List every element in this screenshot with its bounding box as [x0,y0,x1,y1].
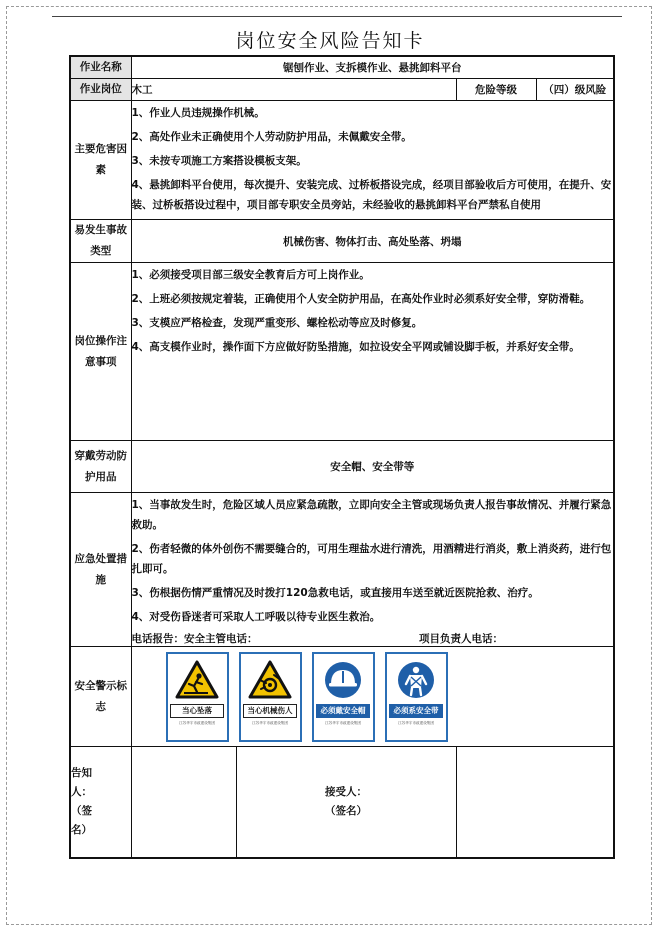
receiver-signature-label [236,747,456,858]
warning-signs-label: 安全警示标志 [70,647,131,747]
row-job-post [70,79,614,101]
sign-caution-machine-text: 当心机械伤人 [243,704,297,718]
sign-must-wear-harness [385,652,448,742]
job-post-label: 作业岗位 [70,79,131,101]
note-item-3: 3、支模应严格检查，发现严重变形、螺栓松动等应及时修复。 [131,317,423,329]
sign-must-wear-harness-text: 必须系安全带 [389,704,443,718]
hazards-label: 主要危害因素 [70,101,131,220]
sign-must-wear-helmet-text: 必须戴安全帽 [316,704,370,718]
hazard-item-3: 3、未按专项施工方案搭设模板支架。 [131,155,307,167]
notifier-line-1: 告知 [71,766,92,779]
ppe-label: 穿戴劳动防护用品 [70,441,131,493]
row-warning-signs [70,647,614,747]
receiver-line-2: （签名） [325,804,367,817]
note-item-4: 4、高支模作业时，操作面下方应做好防坠措施，如拉设安全平网或铺设脚手板，并系好安全带。 [131,341,580,353]
emergency-item-1: 1、当事故发生时，危险区域人员应紧急疏散，立即向安全主管或现场负责人报告事故情况、并履行紧急救助。 [131,499,612,531]
job-name-value: 锯刨作业、支拆模作业、悬挑卸料平台 [131,56,614,79]
job-name-label: 作业名称 [70,56,131,79]
emergency-item-4: 4、对受伤昏迷者可采取人工呼吸以待专业医生救治。 [131,611,381,623]
sign-caution-falling-text: 当心坠落 [170,704,224,718]
row-ppe [70,441,614,493]
sign-caution-falling-note: 江苏华宇市政建设集团 [179,719,215,725]
accident-value: 机械伤害、物体打击、高处坠落、坍塌 [131,220,614,263]
notifier-line-2: 人： [71,785,92,798]
falling-warning-icon [175,660,219,700]
hazard-item-4: 4、悬挑卸料平台使用，每次提升、安装完成、过桥板搭设完成，经项目部验收后方可使用，在提升、安装、过桥板搭设过程中，项目部专职安全员旁站，未经验收的悬挑卸料平台严禁私自使用 [131,179,612,211]
emergency-item-2: 2、伤者轻微的体外创伤不需要缝合的，可用生理盐水进行清洗，用酒精进行消炎，敷上消炎药，进行包扎即可。 [131,543,612,575]
sign-caution-falling [166,652,229,742]
accident-label: 易发生事故类型 [70,220,131,263]
hazards-content [131,101,614,220]
hazard-item-1: 1、作业人员违规操作机械。 [131,107,265,119]
emergency-item-3: 3、伤根据伤情严重情况及时拨打120急救电话，或直接用车送至就近医院抢救、治疗。 [131,587,539,599]
notes-content [131,263,614,441]
sign-must-wear-helmet-note: 江苏华宇市政建设集团 [325,719,361,725]
phone-report-line [132,631,614,646]
machine-injury-warning-icon [248,660,292,700]
top-rule [52,16,622,17]
row-job-name [70,56,614,79]
risk-level-label: 危险等级 [456,79,536,101]
notifier-line-3: （签 [71,804,92,817]
sign-must-wear-helmet [312,652,375,742]
harness-mandatory-icon [394,660,438,700]
project-leader-phone-label: 项目负责人电话： [419,633,503,645]
hazard-item-2: 2、高处作业未正确使用个人劳动防护用品，未佩戴安全带。 [131,131,412,143]
emergency-label: 应急处置措施 [70,493,131,647]
note-item-1: 1、必须接受项目部三级安全教育后方可上岗作业。 [131,269,370,281]
receiver-signature-field[interactable] [456,747,614,858]
sign-caution-machine [239,652,302,742]
job-post-value: 木工 [131,79,456,101]
notes-label: 岗位操作注意事项 [70,263,131,441]
risk-level-value: （四）级风险 [536,79,614,101]
receiver-line-1: 接受人： [325,785,367,798]
ppe-value: 安全帽、安全带等 [131,441,614,493]
warning-signs-list [132,652,614,742]
row-notes [70,263,614,441]
notifier-signature-field[interactable] [131,747,236,858]
note-item-2: 2、上班必须按规定着装，正确使用个人安全防护用品，在高处作业时必须系好安全带，穿防滑鞋。 [131,293,591,305]
warning-signs-content [131,647,614,747]
notifier-line-4: 名） [71,823,92,836]
emergency-content [131,493,614,647]
row-emergency [70,493,614,647]
sign-must-wear-harness-note: 江苏华宇市政建设集团 [398,719,434,725]
helmet-mandatory-icon [321,660,365,700]
page-title: 岗位安全风险告知卡 [235,30,425,52]
sign-caution-machine-note: 江苏华宇市政建设集团 [252,719,288,725]
row-signature [70,747,614,858]
row-accident [70,220,614,263]
notifier-signature-label [70,747,131,858]
row-hazards [70,101,614,220]
risk-card-table [69,55,615,859]
safety-manager-phone-label: 电话报告：安全主管电话： [131,633,258,645]
